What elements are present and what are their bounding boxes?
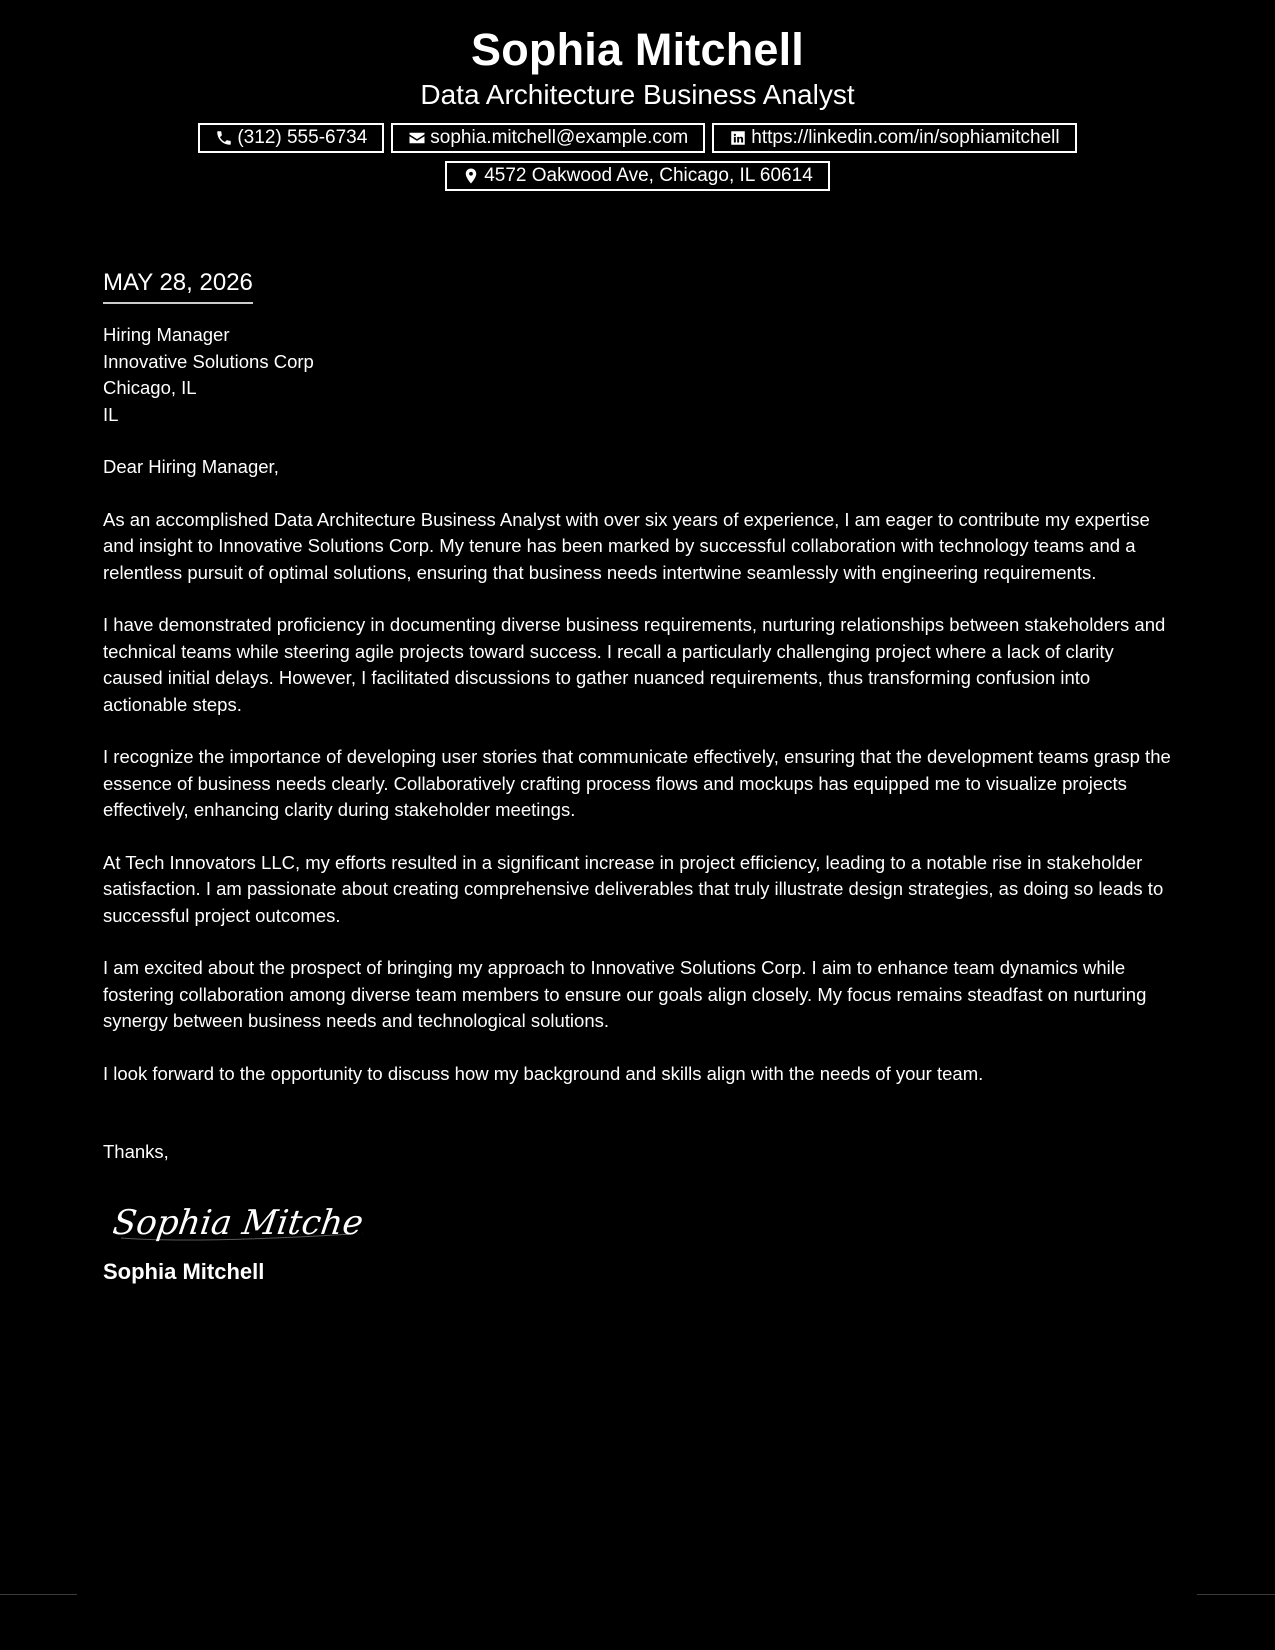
letter-body xyxy=(103,268,1178,1286)
body-paragraph: At Tech Innovators LLC, my efforts resulted in a significant increase in project efficiency, leading to a notable rise in stakeholder satisfaction. I am passionate about creating comprehensive deliverables that truly illustrate design strategies, as doing so leads to successful project outcomes. xyxy=(103,851,1164,926)
recipient-line: Chicago, IL xyxy=(103,377,197,398)
footer-rule-right xyxy=(1197,1594,1275,1595)
body-paragraph: I look forward to the opportunity to discuss how my background and skills align with the needs of your team. xyxy=(103,1062,984,1084)
salutation: Dear Hiring Manager, xyxy=(103,456,279,477)
recipient-line: Innovative Solutions Corp xyxy=(103,350,314,372)
applicant-title: Data Architecture Business Analyst xyxy=(420,79,855,110)
letter-date: MAY 28, 2026 xyxy=(103,268,253,304)
linkedin-icon xyxy=(729,129,747,147)
envelope-icon xyxy=(408,129,426,147)
recipient-line: IL xyxy=(103,403,119,425)
contact-address-text: 4572 Oakwood Ave, Chicago, IL 60614 xyxy=(484,165,813,186)
signer-name: Sophia Mitchell xyxy=(103,1258,265,1284)
contact-phone xyxy=(198,123,384,153)
applicant-name: Sophia Mitchell xyxy=(470,24,805,75)
body-paragraph: I have demonstrated proficiency in documenting diverse business requirements, nurturing relationships between stakeholders and technical teams while steering agile projects toward success. I recall a particularly challenging project where a lack of clarity caused initial delays. However, I facilitated discussions to gather nuanced requirements, thus transforming confusion into actionable steps. xyxy=(103,614,1166,715)
recipient-line: Hiring Manager xyxy=(103,324,230,345)
contact-address xyxy=(445,161,830,191)
phone-icon xyxy=(215,129,233,147)
contact-linkedin-text: https://linkedin.com/in/sophiamitchell xyxy=(751,127,1060,148)
contact-list xyxy=(178,123,1098,191)
letter-header xyxy=(0,0,1275,191)
body-paragraph: I recognize the importance of developing user stories that communicate effectively, ensuring that the development teams grasp the essence of business needs clearly. Collaboratively crafting process flows and mockups has equipped me to visualize projects effectively, enhancing clarity during stakeholder meetings. xyxy=(103,746,1171,820)
signature-text: Sophia Mitchell xyxy=(113,1202,363,1243)
contact-phone-text: (312) 555-6734 xyxy=(237,127,368,148)
contact-linkedin[interactable] xyxy=(712,123,1076,153)
closing: Thanks, xyxy=(103,1141,169,1162)
body-paragraph: I am excited about the prospect of bringing my approach to Innovative Solutions Corp. I aim to enhance team dynamics while fostering collaboration among diverse team members to ensure our goals align closely. My focus remains steadfast on nurturing synergy between business needs and technological solutions. xyxy=(103,957,1147,1031)
body-paragraph: As an accomplished Data Architecture Business Analyst with over six years of experience, I am eager to contribute my expertise and insight to Innovative Solutions Corp. My tenure has been marked by successful collaboration with technology teams and a relentless pursuit of optimal solutions, ensuring that business needs intertwine seamlessly with engineering requirements. xyxy=(103,508,1150,583)
contact-email[interactable] xyxy=(391,123,705,153)
handwritten-signature xyxy=(113,1196,1178,1246)
signature-graphic xyxy=(113,1196,363,1246)
contact-email-text: sophia.mitchell@example.com xyxy=(430,127,689,148)
recipient-block xyxy=(103,322,1178,428)
footer-rule-left xyxy=(0,1594,77,1595)
map-marker-icon xyxy=(462,167,480,185)
